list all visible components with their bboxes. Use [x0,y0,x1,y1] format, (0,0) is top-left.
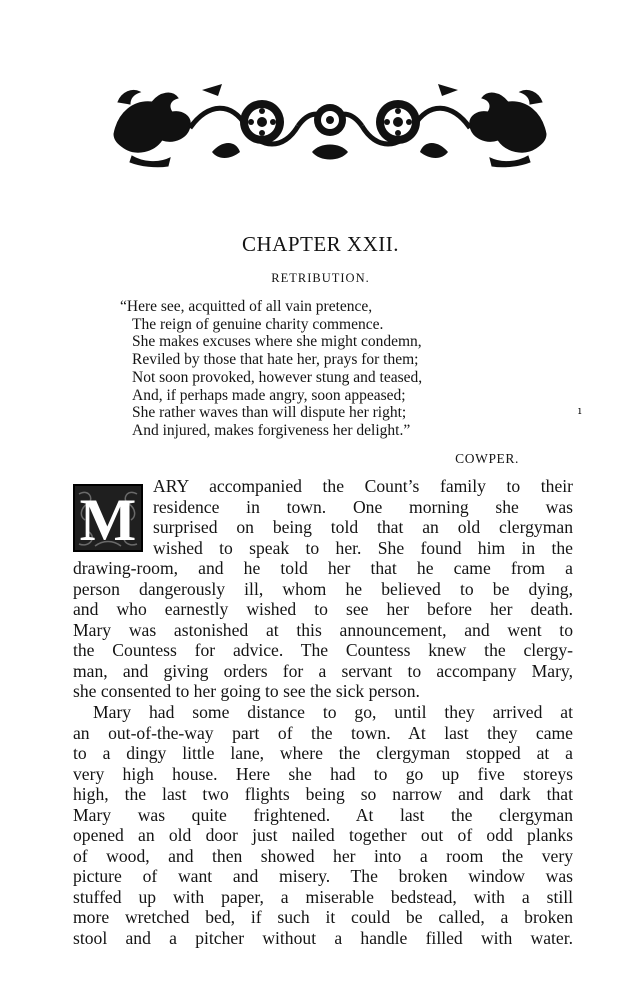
text-line: man, and giving orders for a servant to accompany Mary, [73,660,573,681]
text-line: wished to speak to her. She found him in the [153,537,573,558]
text-line: to a dingy little lane, where the clergyman stopped at a [73,743,573,764]
paragraph-1 [73,476,573,702]
text-line: an out-of-the-way part of the town. At last they came [73,722,573,743]
text-line: residence in town. One morning she was [153,496,573,517]
poem-line: She makes excuses where she might condemn, [132,333,422,351]
paragraph-2 [73,702,573,949]
text-line: she consented to her going to see the sick person. [73,681,420,702]
text-line: picture of want and misery. The broken window was [73,866,573,887]
chapter-subtitle: RETRIBUTION. [271,271,370,285]
text-line: Mary was quite frightened. At last the clergyman [73,804,573,825]
text-line: surprised on being told that an old clergyman [153,517,573,538]
text-line: more wretched bed, if such it could be called, a broken [73,907,573,928]
text-line: person dangerously ill, whom he believed to be dying, [73,578,573,599]
chapter-title: CHAPTER XXII. [242,232,399,256]
poem-line: And injured, makes forgiveness her delight.” [132,421,411,439]
poem-line: She rather waves than will dispute her right; [132,404,407,422]
text-line: of wood, and then showed her into a room the very [73,845,573,866]
epigraph-poem [120,298,532,440]
text-line: stool and a pitcher without a handle filled with water. [73,928,573,949]
poem-line: Not soon provoked, however stung and teased, [132,368,423,386]
poem-line: Reviled by those that hate her, prays for them; [132,351,419,369]
text-line: and who earnestly wished to see her before her death. [73,599,573,620]
decorative-headpiece-ornament [112,82,548,168]
text-line: Mary had some distance to go, until they arrived at [93,702,573,722]
drop-cap-letter: M [79,487,137,553]
text-line: stuffed up with paper, a miserable bedstead, with a still [73,886,573,907]
text-line: the Countess for advice. The Countess knew the clergy- [73,640,573,661]
epigraph-attribution: COWPER. [455,451,519,466]
text-line: opened an old door just nailed together out of odd planks [73,825,573,846]
text-line: high, the last two flights being so narrow and dark that [73,784,573,805]
text-line: very high house. Here she had to go up five storeys [73,763,573,784]
poem-line: “Here see, acquitted of all vain pretence, [120,298,373,315]
text-line: Mary was astonished at this announcement, and went to [73,619,573,640]
text-line: drawing-room, and he told her that he came from a [73,558,573,579]
poem-line: The reign of genuine charity commence. [132,315,384,333]
poem-line: And, if perhaps made angry, soon appeased; [132,386,406,404]
stray-print-mark: ı [578,404,582,417]
text-line: ARY accompanied the Count’s family to their [153,476,573,496]
